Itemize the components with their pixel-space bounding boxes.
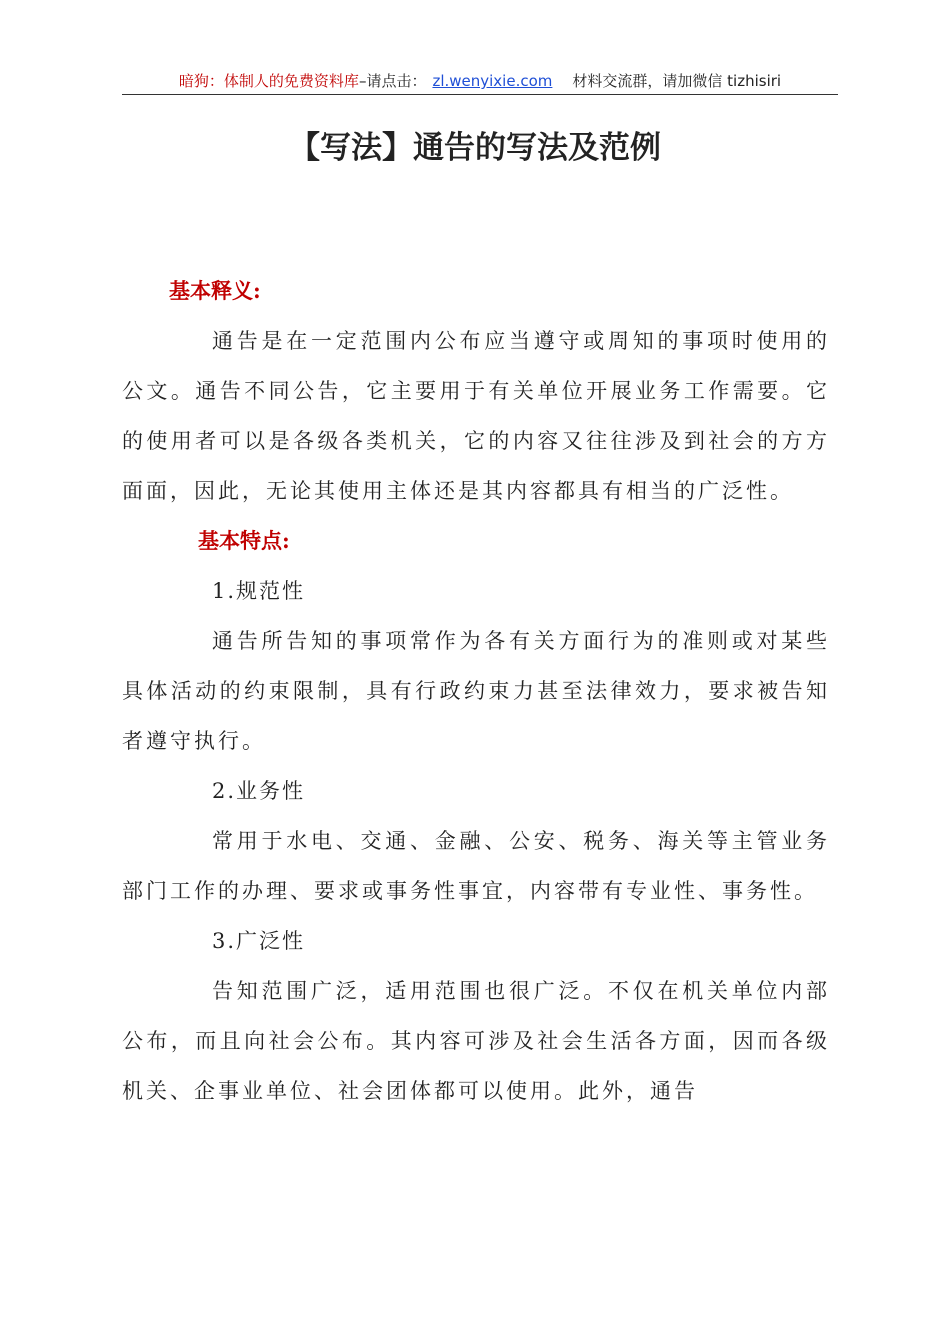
feature-paragraph: 告知范围广泛，适用范围也很广泛。不仅在机关单位内部公布，而且向社会公布。其内容可涉及社会生活各方面，因而各级机关、企事业单位、社会团体都可以使用。此外，通告 xyxy=(122,979,830,1103)
page-header xyxy=(122,70,838,95)
feature-paragraph: 通告所告知的事项常作为各有关方面行为的准则或对某些具体活动的约束限制，具有行政约束力甚至法律效力，要求被告知者遵守执行。 xyxy=(122,629,830,753)
header-prompt: –请点击： xyxy=(358,72,427,90)
feature-paragraph: 常用于水电、交通、金融、公安、税务、海关等主管业务部门工作的办理、要求或事务性事宜，内容带有专业性、事务性。 xyxy=(122,829,830,903)
definition-paragraph: 通告是在一定范围内公布应当遵守或周知的事项时使用的公文。通告不同公告，它主要用于有关单位开展业务工作需要。它的使用者可以是各级各类机关，它的内容又往往涉及到社会的方方面面，因此，无论其使用主体还是其内容都具有相当的广泛性。 xyxy=(122,329,830,503)
feature-label: 3.广泛性 xyxy=(212,929,306,953)
header-group-info: 材料交流群，请加微信 tizhisiri xyxy=(572,72,782,90)
section-heading-features: 基本特点: xyxy=(198,528,290,553)
feature-label: 2.业务性 xyxy=(212,779,306,803)
document-title: 【写法】通告的写法及范例 xyxy=(289,130,661,166)
document-body xyxy=(122,266,830,1116)
header-link[interactable]: zl.wenyixie.com xyxy=(432,72,553,90)
section-heading-definition: 基本释义: xyxy=(169,278,261,303)
feature-label: 1.规范性 xyxy=(212,579,306,603)
header-brand: 暗狗：体制人的免费资料库 xyxy=(178,72,359,90)
